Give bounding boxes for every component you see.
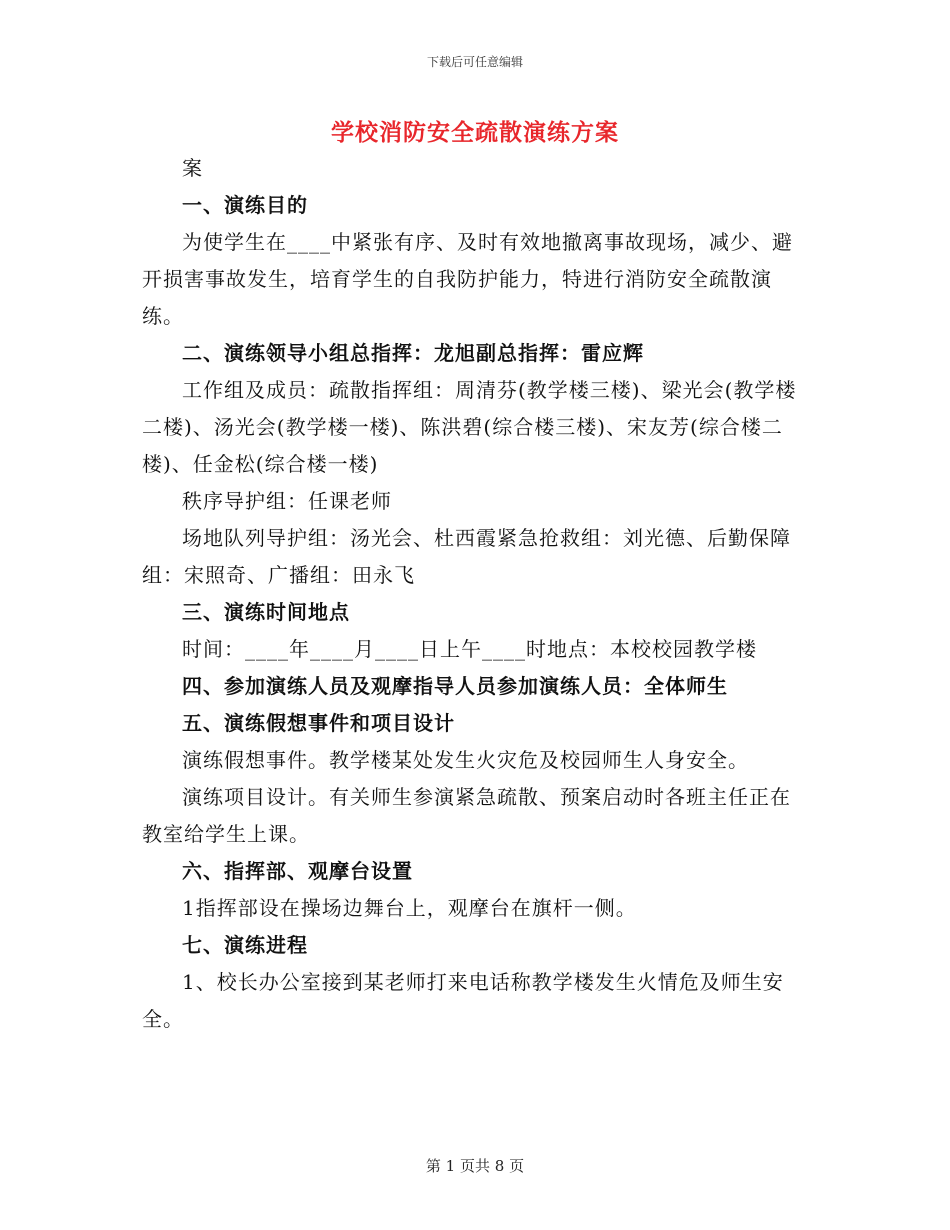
section-heading: 六、指挥部、观摩台设置 bbox=[182, 859, 413, 883]
body-paragraph: 案 bbox=[182, 156, 203, 180]
body-paragraph: 时间：____年____月____日上午____时地点：本校校园教学楼 bbox=[182, 637, 757, 661]
section-heading: 三、演练时间地点 bbox=[182, 600, 350, 624]
body-paragraph: 秩序导护组：任课老师 bbox=[182, 489, 392, 513]
section-heading: 二、演练领导小组总指挥：龙旭副总指挥：雷应辉 bbox=[182, 341, 644, 365]
header-note: 下载后可任意编辑 bbox=[426, 55, 523, 69]
section-heading: 五、演练假想事件和项目设计 bbox=[182, 711, 455, 735]
body-paragraph: 演练项目设计。有关师生参演紧急疏散、预案启动时各班主任正在教室给学生上课。 bbox=[142, 785, 791, 846]
body-paragraph: 场地队列导护组：汤光会、杜西霞紧急抢救组：刘光德、后勤保障组：宋照奇、广播组：田永飞 bbox=[142, 526, 791, 587]
page-footer: 第 1 页共 8 页 bbox=[425, 1157, 525, 1175]
body-paragraph: 演练假想事件。教学楼某处发生火灾危及校园师生人身安全。 bbox=[182, 748, 749, 772]
body-paragraph: 1、校长办公室接到某老师打来电话称教学楼发生火情危及师生安全。 bbox=[142, 970, 784, 1031]
body-paragraph: 为使学生在____中紧张有序、及时有效地撤离事故现场，减少、避开损害事故发生，培育学生的自我防护能力，特进行消防安全疏散演练。 bbox=[142, 230, 793, 328]
section-heading: 七、演练进程 bbox=[182, 933, 308, 957]
document-title: 学校消防安全疏散演练方案 bbox=[331, 119, 619, 146]
body-paragraph: 工作组及成员：疏散指挥组：周清芬(教学楼三楼)、梁光会(教学楼二楼)、汤光会(教学楼一楼)、陈洪碧(综合楼三楼)、宋友芳(综合楼二楼)、任金松(综合楼一楼) bbox=[142, 378, 797, 476]
body-paragraph: 1指挥部设在操场边舞台上，观摩台在旗杆一侧。 bbox=[182, 896, 637, 920]
section-heading: 四、参加演练人员及观摩指导人员参加演练人员：全体师生 bbox=[182, 674, 728, 698]
document-body bbox=[142, 150, 810, 1038]
section-heading: 一、演练目的 bbox=[182, 193, 308, 217]
